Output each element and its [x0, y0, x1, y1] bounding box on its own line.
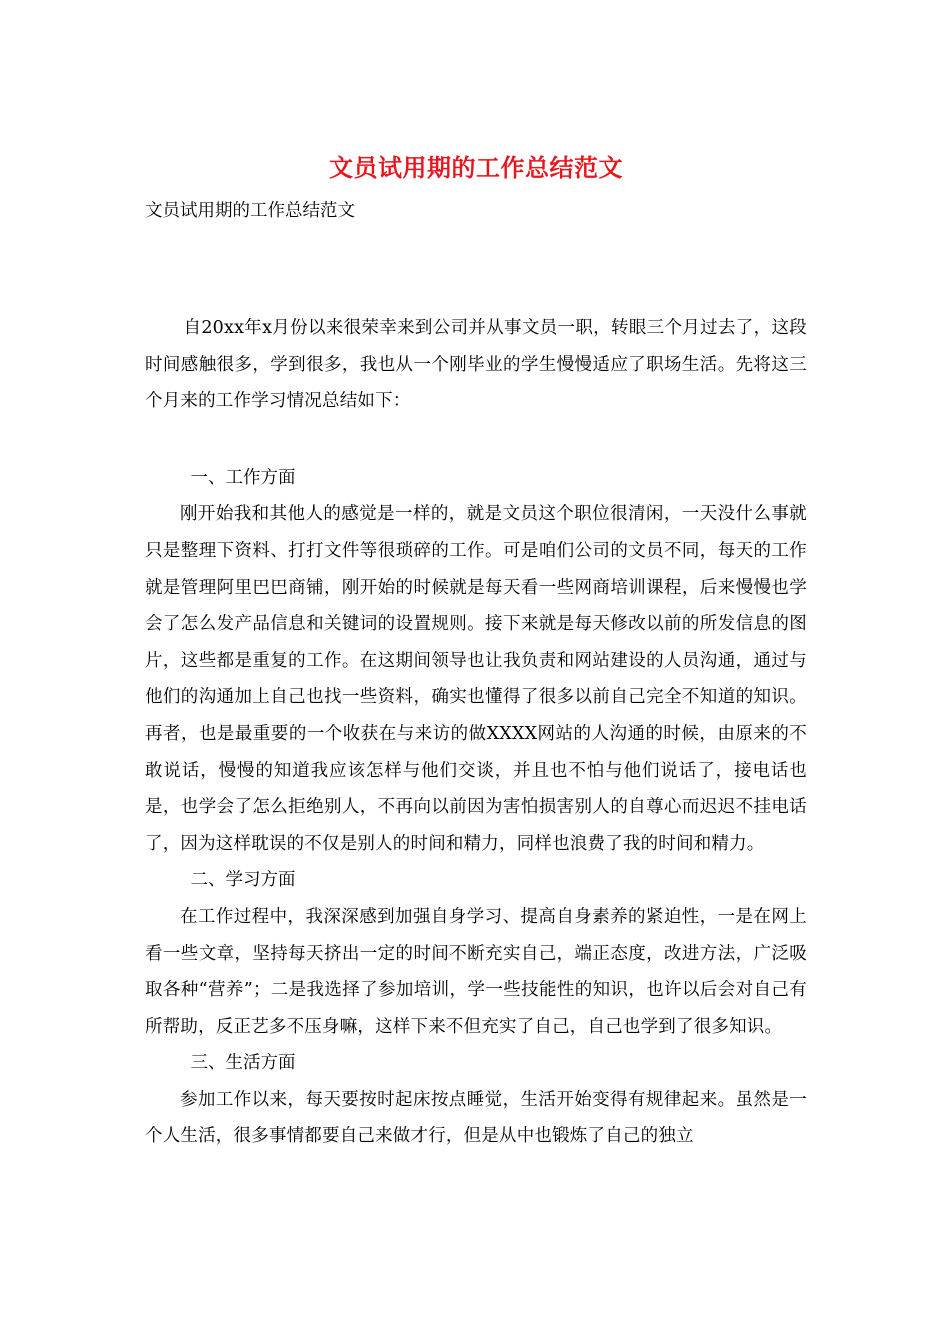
section-heading-work: 一、工作方面	[190, 467, 296, 488]
intro-paragraph: 自20xx年x月份以来很荣幸来到公司并从事文员一职，转眼三个月过去了，这段时间感触很多，学到很多，我也从一个刚毕业的学生慢慢适应了职场生活。先将这三个月来的工作学习情况总结如下：	[145, 318, 807, 412]
section-body-work: 刚开始我和其他人的感觉是一样的，就是文员这个职位很清闲，一天没什么事就只是整理下资料、打打文件等很琐碎的工作。可是咱们公司的文员不同，每天的工作就是管理阿里巴巴商铺，刚开始的时候就是每天看一些网商培训课程，后来慢慢也学会了怎么发产品信息和关键词的设置规则。接下来就是每天修改以前的所发信息的图片，这些都是重复的工作。在这期间领导也让我负责和网站建设的人员沟通，通过与他们的沟通加上自己也找一些资料，确实也懂得了很多以前自己完全不知道的知识。再者，也是最重要的一个收获在与来访的做XXXX网站的人沟通的时候，由原来的不敢说话，慢慢的知道我应该怎样与他们交谈，并且也不怕与他们说话了，接电话也是，也学会了怎么拒绝别人，不再向以前因为害怕损害别人的自尊心而迟迟不挂电话了，因为这样耽误的不仅是别人的时间和精力，同样也浪费了我的时间和精力。	[145, 504, 807, 854]
section-body-life: 参加工作以来，每天要按时起床按点睡觉，生活开始变得有规律起来。虽然是一个人生活，很多事情都要自己来做才行，但是从中也锻炼了自己的独立	[145, 1089, 807, 1147]
document-subtitle: 文员试用期的工作总结范文	[145, 201, 355, 221]
document-page	[145, 150, 807, 1155]
section-heading-study: 二、学习方面	[190, 870, 296, 891]
section-body-study: 在工作过程中，我深深感到加强自身学习、提高自身素养的紧迫性，一是在网上看一些文章，坚持每天挤出一定的时间不断充实自己，端正态度，改进方法，广泛吸取各种“营养”；二是我选择了参加培训，学一些技能性的知识，也许以后会对自己有所帮助，反正艺多不压身嘛，这样下来不但充实了自己，自己也学到了很多知识。	[145, 906, 807, 1037]
document-title: 文员试用期的工作总结范文	[329, 153, 623, 182]
section-heading-life: 三、生活方面	[190, 1053, 296, 1074]
